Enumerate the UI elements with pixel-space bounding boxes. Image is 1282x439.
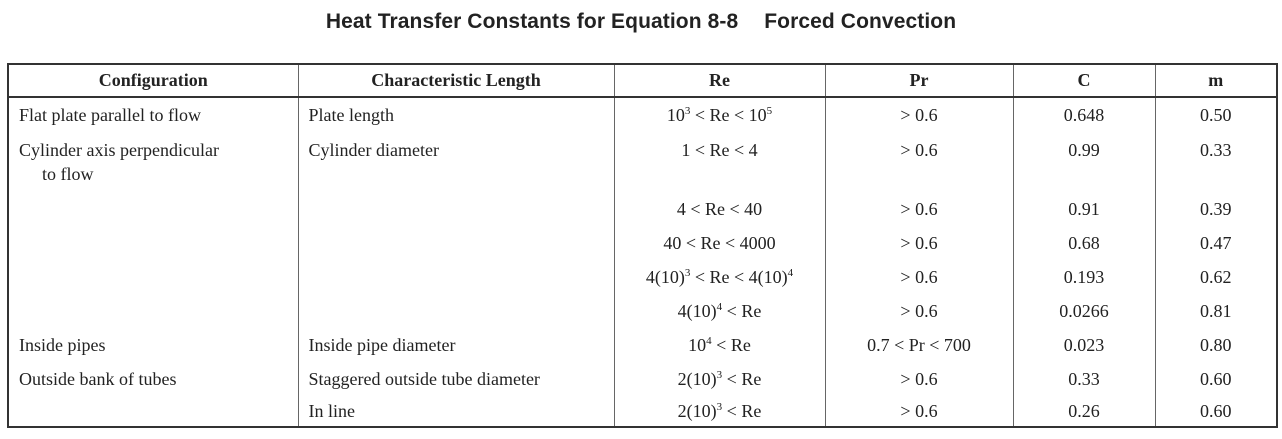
cell-m: 0.33 xyxy=(1155,133,1277,192)
cell-c: 0.023 xyxy=(1013,328,1155,362)
cell-configuration xyxy=(8,396,298,427)
header-m: m xyxy=(1155,64,1277,97)
cell-configuration xyxy=(8,133,298,192)
cell-configuration xyxy=(8,294,298,328)
re-part: 4 < Re < 40 xyxy=(676,199,763,219)
re-exponent: 4 xyxy=(706,335,712,347)
re-part: 10 xyxy=(688,335,707,355)
config-text-cont: to flow xyxy=(42,164,94,184)
cell-pr: 0.7 < Pr < 700 xyxy=(825,328,1013,362)
cell-m: 0.60 xyxy=(1155,396,1277,427)
cell-re xyxy=(614,192,825,226)
re-exponent: 3 xyxy=(716,369,723,381)
re-part: 4(10) xyxy=(645,267,685,287)
cell-c: 0.193 xyxy=(1013,260,1155,294)
cell-re xyxy=(614,226,825,260)
re-exponent: 3 xyxy=(684,267,691,279)
header-configuration: Configuration xyxy=(8,64,298,97)
cell-characteristic-length xyxy=(298,226,614,260)
re-part: < Re xyxy=(722,401,762,421)
re-exponent: 4 xyxy=(716,301,723,313)
table-row xyxy=(8,396,1277,427)
cell-c: 0.648 xyxy=(1013,97,1155,133)
cell-pr: > 0.6 xyxy=(825,192,1013,226)
re-part: < Re xyxy=(722,369,762,389)
cell-pr: > 0.6 xyxy=(825,97,1013,133)
cell-c: 0.99 xyxy=(1013,133,1155,192)
cell-configuration xyxy=(8,260,298,294)
cell-characteristic-length: Plate length xyxy=(298,97,614,133)
table-row xyxy=(8,97,1277,133)
table-row xyxy=(8,328,1277,362)
re-part: < Re < 10 xyxy=(690,105,767,125)
cell-m: 0.39 xyxy=(1155,192,1277,226)
re-part: 2(10) xyxy=(677,401,717,421)
cell-m: 0.62 xyxy=(1155,260,1277,294)
table-row xyxy=(8,192,1277,226)
cell-c: 0.91 xyxy=(1013,192,1155,226)
cell-re xyxy=(614,328,825,362)
header-row xyxy=(8,64,1277,97)
cell-configuration xyxy=(8,328,298,362)
heat-transfer-constants-table xyxy=(7,63,1278,428)
cell-configuration xyxy=(8,226,298,260)
cell-re xyxy=(614,260,825,294)
cell-pr: > 0.6 xyxy=(825,362,1013,396)
cell-m: 0.80 xyxy=(1155,328,1277,362)
title-forced-convection: Forced Convection xyxy=(764,10,957,33)
cell-c: 0.33 xyxy=(1013,362,1155,396)
cell-characteristic-length: Staggered outside tube diameter xyxy=(298,362,614,396)
cell-m: 0.50 xyxy=(1155,97,1277,133)
table-row xyxy=(8,226,1277,260)
header-characteristic-length: Characteristic Length xyxy=(298,64,614,97)
page-title xyxy=(0,10,1282,34)
re-part: 10 xyxy=(666,105,685,125)
re-part: < Re xyxy=(722,301,762,321)
header-re: Re xyxy=(614,64,825,97)
header-c: C xyxy=(1013,64,1155,97)
re-part: 4(10) xyxy=(677,301,717,321)
re-part: 1 < Re < 4 xyxy=(681,140,758,160)
table-row xyxy=(8,260,1277,294)
header-pr: Pr xyxy=(825,64,1013,97)
re-part: < Re xyxy=(711,335,751,355)
table-row xyxy=(8,294,1277,328)
config-text: Outside bank of tubes xyxy=(19,369,177,389)
cell-c: 0.68 xyxy=(1013,226,1155,260)
cell-pr: > 0.6 xyxy=(825,396,1013,427)
re-exponent: 5 xyxy=(766,105,773,117)
cell-c: 0.26 xyxy=(1013,396,1155,427)
config-text: Inside pipes xyxy=(19,335,106,355)
cell-re xyxy=(614,133,825,192)
cell-pr: > 0.6 xyxy=(825,294,1013,328)
cell-characteristic-length: Cylinder diameter xyxy=(298,133,614,192)
cell-re xyxy=(614,294,825,328)
cell-characteristic-length xyxy=(298,192,614,226)
re-part: < Re < 4(10) xyxy=(690,267,788,287)
table-row xyxy=(8,133,1277,192)
cell-c: 0.0266 xyxy=(1013,294,1155,328)
config-text: Flat plate parallel to flow xyxy=(19,105,201,125)
cell-m: 0.81 xyxy=(1155,294,1277,328)
cell-re xyxy=(614,362,825,396)
cell-configuration xyxy=(8,192,298,226)
cell-m: 0.60 xyxy=(1155,362,1277,396)
re-part: 2(10) xyxy=(677,369,717,389)
cell-configuration xyxy=(8,97,298,133)
re-exponent: 4 xyxy=(787,267,794,279)
cell-characteristic-length: Inside pipe diameter xyxy=(298,328,614,362)
cell-characteristic-length xyxy=(298,294,614,328)
re-exponent: 3 xyxy=(684,105,691,117)
config-text: Cylinder axis perpendicular xyxy=(19,140,219,160)
title-equation: Heat Transfer Constants for Equation 8-8 xyxy=(325,10,739,33)
cell-re xyxy=(614,396,825,427)
re-part: 40 < Re < 4000 xyxy=(663,233,776,253)
re-exponent: 3 xyxy=(716,401,723,413)
cell-characteristic-length xyxy=(298,260,614,294)
cell-re xyxy=(614,97,825,133)
cell-configuration xyxy=(8,362,298,396)
cell-characteristic-length: In line xyxy=(298,396,614,427)
cell-pr: > 0.6 xyxy=(825,226,1013,260)
table-row xyxy=(8,362,1277,396)
cell-pr: > 0.6 xyxy=(825,133,1013,192)
cell-m: 0.47 xyxy=(1155,226,1277,260)
cell-pr: > 0.6 xyxy=(825,260,1013,294)
